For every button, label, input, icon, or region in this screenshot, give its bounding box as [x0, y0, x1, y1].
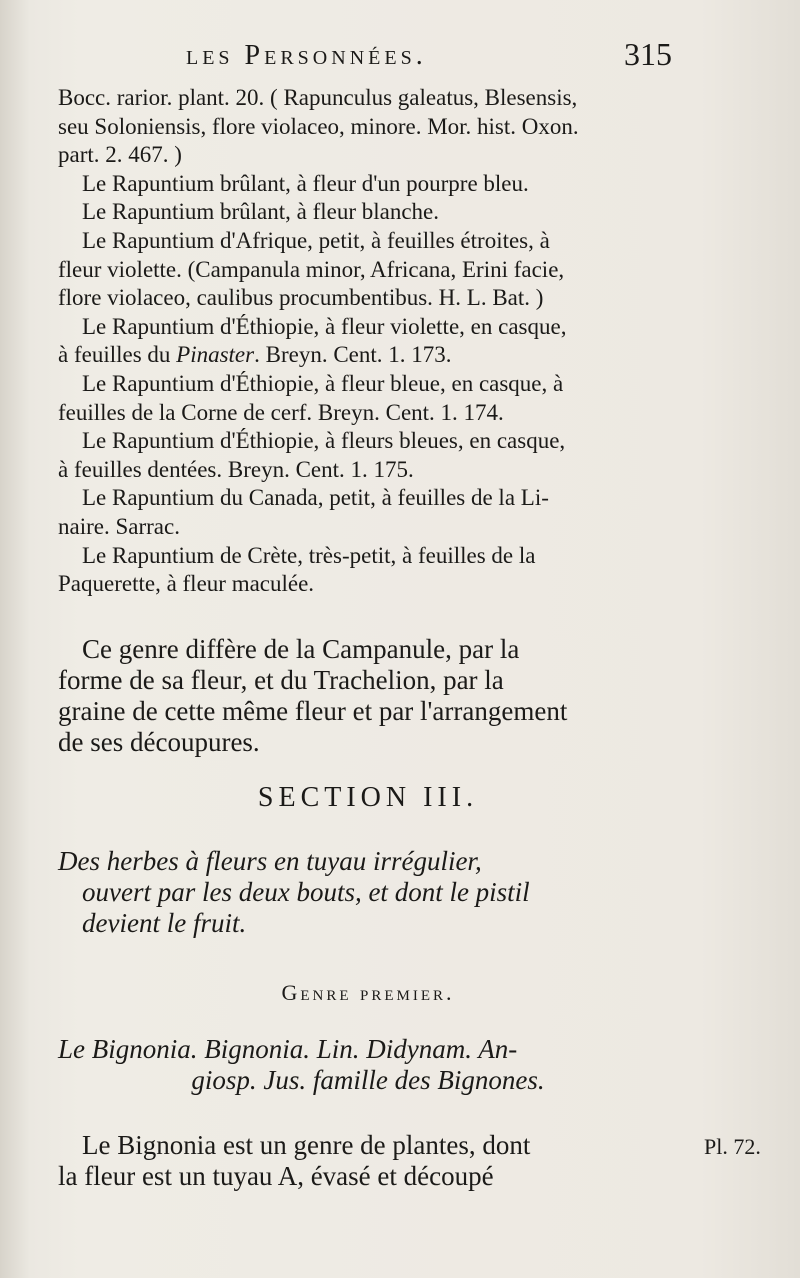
genus-title-line: Le Bignonia. Bignonia. Lin. Didynam. An- [58, 1034, 518, 1064]
entry-line: fleur violette. (Campanula minor, Africana, Erini facie, [58, 256, 565, 282]
running-title: les Personnées. [186, 40, 427, 71]
entry-line: flore violaceo, caulibus procumbentibus. H. L. Bat. ) [58, 285, 544, 311]
entry-line: Le Rapuntium de Crète, très-petit, à feuilles de la [82, 542, 536, 568]
body-line: seu Soloniensis, flore violaceo, minore. Mor. hist. Oxon. [58, 113, 579, 139]
genus-title-line: giosp. Jus. famille des Bignones. [191, 1065, 545, 1095]
entry-line: Le Rapuntium d'Éthiopie, à fleur violette, en casque, [82, 313, 567, 339]
entry-line: Le Rapuntium d'Éthiopie, à fleur bleue, en casque, à [82, 370, 564, 396]
entry-line: à feuilles du Pinaster. Breyn. Cent. 1. 173. [58, 342, 452, 368]
page-number: 315 [624, 36, 672, 72]
running-header [58, 36, 678, 76]
final-line: la fleur est un tuyau A, évasé et découpé [58, 1161, 494, 1191]
large-line: forme de sa fleur, et du Trachelion, par la [58, 665, 504, 695]
body-line: part. 2. 467. ) [58, 142, 182, 168]
entry-line: Le Rapuntium d'Afrique, petit, à feuilles étroites, à [82, 227, 550, 253]
body-line: Bocc. rarior. plant. 20. ( Rapunculus galeatus, Blesensis, [58, 85, 578, 110]
subtitle-line: Des herbes à fleurs en tuyau irrégulier, [58, 846, 482, 876]
final-line: Le Bignonia est un genre de plantes, dont [82, 1130, 531, 1160]
entry-line: Le Rapuntium brûlant, à fleur d'un pourpre bleu. [82, 170, 529, 196]
entry-line: feuilles de la Corne de cerf. Breyn. Cent. 1. 174. [58, 399, 504, 425]
entry-line: Paquerette, à fleur maculée. [58, 571, 315, 597]
subtitle-line: devient le fruit. [82, 908, 247, 938]
entry-line: Le Rapuntium d'Éthiopie, à fleurs bleues, en casque, [82, 428, 566, 454]
italic-term: Pinaster [176, 342, 255, 368]
final-paragraph [58, 1130, 678, 1192]
section-heading-block [58, 782, 678, 814]
section-heading: SECTION III. [257, 782, 479, 813]
large-line: Ce genre diffère de la Campanule, par la [82, 634, 520, 664]
large-paragraph [58, 634, 678, 758]
entry-line: Le Rapuntium brûlant, à fleur blanche. [82, 199, 440, 225]
large-line: de ses découpures. [58, 727, 260, 757]
body-text-block [58, 84, 678, 599]
margin-note: Pl. 72. [704, 1134, 761, 1159]
genre-heading: Genre premier. [281, 980, 455, 1005]
genre-heading-block [58, 980, 678, 1006]
entry-line: à feuilles dentées. Breyn. Cent. 1. 175. [58, 456, 414, 482]
subtitle-line: ouvert par les deux bouts, et dont le pistil [82, 877, 530, 907]
genus-title-block [58, 1034, 678, 1096]
entry-line: naire. Sarrac. [58, 513, 180, 539]
entry-line: Le Rapuntium du Canada, petit, à feuilles de la Li- [82, 485, 549, 511]
large-line: graine de cette même fleur et par l'arrangement [58, 696, 568, 726]
section-subtitle-block [58, 846, 678, 939]
